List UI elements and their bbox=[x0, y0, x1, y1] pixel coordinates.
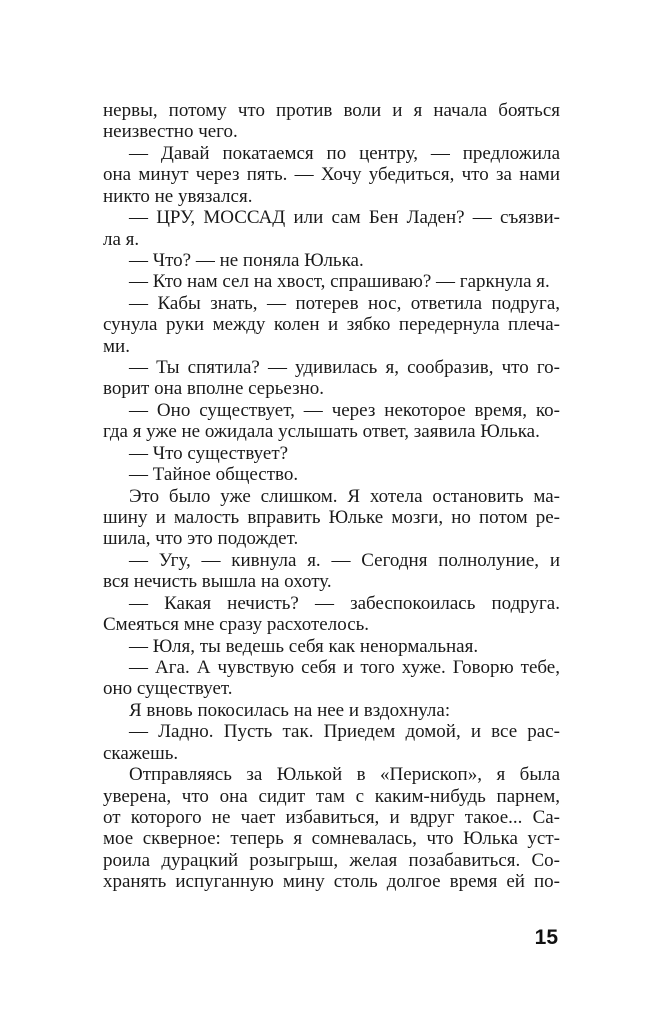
paragraph bbox=[103, 700, 560, 721]
text-line: нервы, потому что против воли и я начала бояться bbox=[103, 100, 560, 121]
text-line: уверена, что она сидит там с каким-нибудь парнем, bbox=[103, 785, 560, 807]
paragraph bbox=[103, 357, 560, 400]
text-line: неизвестно чего. bbox=[103, 121, 238, 143]
text-line: ла я. bbox=[103, 228, 140, 250]
text-line: от которого не чает избавиться, и вдруг такое... Са- bbox=[103, 806, 560, 828]
text-line: — Давай покатаемся по центру, — предложила bbox=[129, 142, 560, 164]
body-text bbox=[103, 100, 560, 893]
paragraph bbox=[103, 271, 560, 292]
paragraph bbox=[103, 550, 560, 593]
text-line: сунула руки между колен и зябко передернула плеча- bbox=[103, 314, 560, 336]
text-line: Это было уже слишком. Я хотела остановить ма- bbox=[129, 485, 560, 507]
paragraph bbox=[103, 250, 560, 271]
text-line: хранять испуганную мину столь долгое время ей по- bbox=[103, 871, 560, 893]
text-line: вся нечисть вышла на охоту. bbox=[103, 571, 332, 593]
text-line: оно существует. bbox=[103, 678, 233, 700]
text-line: — Ага. А чувствую себя и того хуже. Говорю тебе, bbox=[129, 656, 560, 678]
paragraph bbox=[103, 100, 560, 143]
text-line: никто не увязался. bbox=[103, 185, 253, 207]
text-line: Смеяться мне сразу расхотелось. bbox=[103, 614, 370, 636]
text-line: Я вновь покосилась на нее и вздохнула: bbox=[129, 699, 451, 721]
paragraph bbox=[103, 293, 560, 357]
text-line: мое скверное: теперь я сомневалась, что Юлька уст- bbox=[103, 828, 560, 850]
text-line: — Ладно. Пусть так. Приедем домой, и все рас- bbox=[129, 721, 560, 743]
page-number: 15 bbox=[534, 926, 558, 949]
text-line: шину и малость вправить Юльке мозги, но потом ре- bbox=[103, 507, 560, 529]
text-line: — Угу, — кивнула я. — Сегодня полнолуние, и bbox=[129, 549, 560, 571]
text-line: скажешь. bbox=[103, 742, 179, 764]
text-line: шила, что это подождет. bbox=[103, 528, 299, 550]
text-line: — Тайное общество. bbox=[129, 464, 299, 486]
text-line: — Что существует? bbox=[129, 442, 289, 464]
paragraph bbox=[103, 593, 560, 636]
paragraph bbox=[103, 721, 560, 764]
text-line: — Кто нам сел на хвост, спрашиваю? — гаркнула я. bbox=[129, 271, 550, 293]
text-line: — Ты спятила? — удивилась я, сообразив, что го- bbox=[129, 357, 560, 379]
text-line: — Кабы знать, — потерев нос, ответила подруга, bbox=[129, 292, 560, 314]
paragraph bbox=[103, 207, 560, 250]
text-line: Отправляясь за Юлькой в «Перископ», я была bbox=[129, 764, 560, 786]
text-line: — ЦРУ, МОССАД или сам Бен Ладен? — съязви- bbox=[129, 207, 560, 229]
paragraph bbox=[103, 657, 560, 700]
paragraph bbox=[103, 143, 560, 207]
paragraph bbox=[103, 486, 560, 550]
paragraph bbox=[103, 464, 560, 485]
text-line: ворит она вполне серьезно. bbox=[103, 378, 324, 400]
text-line: ми. bbox=[103, 335, 130, 357]
paragraph bbox=[103, 443, 560, 464]
text-line: роила дурацкий розыгрыш, желая позабавиться. Со- bbox=[103, 849, 560, 871]
paragraph bbox=[103, 400, 560, 443]
text-line: она минут через пять. — Хочу убедиться, что за нами bbox=[103, 164, 560, 186]
text-line: — Что? — не поняла Юлька. bbox=[129, 249, 364, 271]
text-line: — Какая нечисть? — забеспокоилась подруга. bbox=[129, 592, 560, 614]
paragraph bbox=[103, 636, 560, 657]
paragraph bbox=[103, 764, 560, 893]
text-line: — Оно существует, — через некоторое время, ко- bbox=[129, 399, 560, 421]
text-line: — Юля, ты ведешь себя как ненормальная. bbox=[129, 635, 479, 657]
text-line: гда я уже не ожидала услышать ответ, заявила Юлька. bbox=[103, 421, 540, 443]
